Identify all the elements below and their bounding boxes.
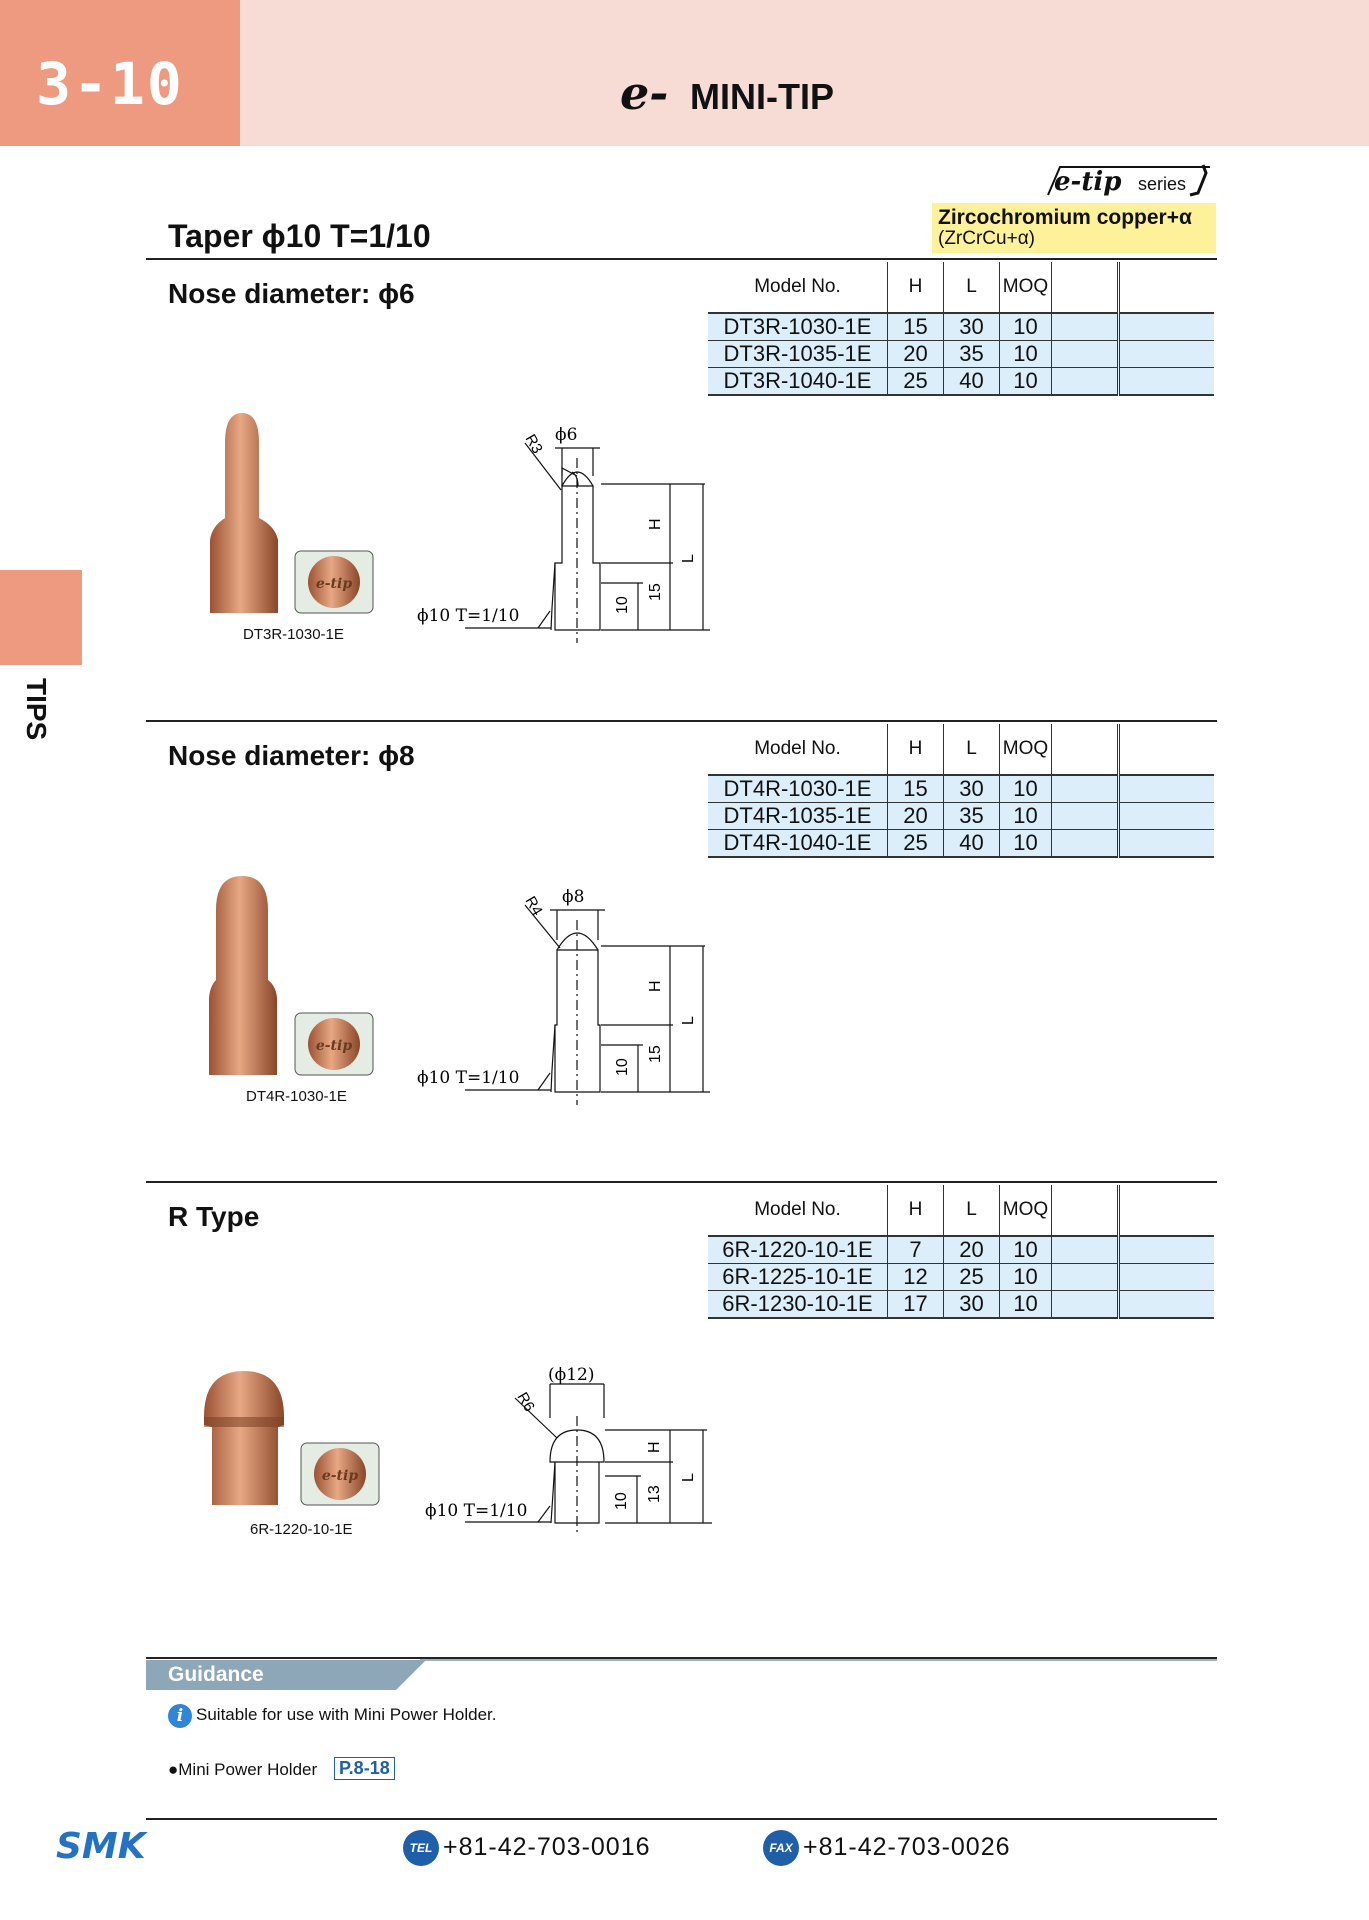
dim-radius: R4 (521, 893, 546, 919)
dim-taper: ϕ10 T=1/10 (417, 606, 520, 626)
col-blank (1119, 724, 1215, 775)
dimension-drawing (415, 1358, 725, 1538)
col-blank (1119, 1185, 1215, 1236)
series-logo (1040, 163, 1215, 197)
col-model: Model No. (708, 262, 888, 313)
dim-d1: 10 (614, 1058, 631, 1076)
col-h: H (888, 262, 944, 313)
table-row (708, 830, 1214, 858)
dim-taper: ϕ10 T=1/10 (425, 1501, 528, 1521)
cell-model: 6R-1230-10-1E (708, 1291, 888, 1319)
dim-d2: 13 (646, 1485, 663, 1503)
product-photo (200, 870, 380, 1090)
col-moq: MOQ (1000, 1185, 1052, 1236)
cell-h: 25 (888, 830, 944, 858)
company-logo (56, 1830, 161, 1862)
dim-nose: ϕ6 (555, 425, 578, 445)
guidance-rule-light (420, 1659, 1217, 1661)
table-row (708, 368, 1214, 396)
table-row (708, 775, 1214, 803)
product-photo (200, 1365, 380, 1525)
table-row (708, 341, 1214, 368)
cell-model: DT4R-1035-1E (708, 803, 888, 830)
fax-number: +81-42-703-0026 (803, 1833, 1011, 1861)
col-l: L (944, 724, 1000, 775)
dim-l: L (680, 1016, 697, 1025)
table-row (708, 313, 1214, 341)
cell-model: 6R-1225-10-1E (708, 1264, 888, 1291)
side-tab (0, 570, 82, 665)
cell-moq: 10 (1000, 1291, 1052, 1319)
cell-h: 7 (888, 1236, 944, 1264)
page-number: 3-10 (36, 50, 184, 118)
photo-caption: DT4R-1030-1E (246, 1088, 347, 1105)
dim-h: H (647, 980, 664, 992)
dim-h: H (646, 1441, 663, 1453)
phone-number: +81-42-703-0016 (443, 1833, 651, 1861)
section-title: R Type (168, 1201, 260, 1232)
col-blank (1119, 262, 1215, 313)
cell-h: 20 (888, 341, 944, 368)
dim-l: L (680, 554, 697, 563)
cell-l: 30 (944, 1291, 1000, 1319)
page-header-title: MINI-TIP (690, 76, 834, 117)
dimension-drawing (405, 880, 725, 1105)
dim-l: L (680, 1473, 697, 1482)
page-reference-link[interactable]: P.8-18 (334, 1757, 395, 1780)
guidance-title: Guidance (168, 1663, 264, 1686)
cell-moq: 10 (1000, 775, 1052, 803)
cell-moq: 10 (1000, 341, 1052, 368)
dim-d1: 10 (614, 596, 631, 614)
series-logo-suffix: series (1138, 174, 1187, 194)
spec-table (708, 1185, 1214, 1319)
table-row (708, 803, 1214, 830)
col-model: Model No. (708, 1185, 888, 1236)
cell-l: 20 (944, 1236, 1000, 1264)
dim-taper: ϕ10 T=1/10 (417, 1068, 520, 1088)
cell-h: 20 (888, 803, 944, 830)
cell-model: 6R-1220-10-1E (708, 1236, 888, 1264)
cell-model: DT4R-1040-1E (708, 830, 888, 858)
product-stamp: e-tip (315, 576, 353, 592)
dim-radius: R6 (513, 1389, 538, 1415)
cell-moq: 10 (1000, 313, 1052, 341)
dim-d2: 15 (647, 1045, 664, 1063)
brand-prefix: e- (620, 66, 669, 120)
dim-nose: (ϕ12) (548, 1365, 595, 1385)
dimension-drawing (405, 418, 725, 643)
cell-model: DT4R-1030-1E (708, 775, 888, 803)
dim-d1: 10 (613, 1492, 630, 1510)
guidance-note: Suitable for use with Mini Power Holder. (196, 1705, 497, 1724)
dim-d2: 15 (647, 583, 664, 601)
col-h: H (888, 724, 944, 775)
cell-h: 25 (888, 368, 944, 396)
material-name: Zircochromium copper+α (938, 206, 1192, 229)
col-blank (1052, 1185, 1119, 1236)
spec-table (708, 262, 1214, 396)
cell-h: 12 (888, 1264, 944, 1291)
cell-l: 30 (944, 313, 1000, 341)
cell-h: 15 (888, 313, 944, 341)
guidance-ref-label: ●Mini Power Holder (168, 1760, 318, 1779)
col-model: Model No. (708, 724, 888, 775)
fax-icon: FAX (763, 1830, 799, 1866)
cell-moq: 10 (1000, 368, 1052, 396)
col-h: H (888, 1185, 944, 1236)
product-photo (200, 408, 380, 628)
section-title: Nose diameter: ϕ6 (168, 278, 415, 309)
cell-l: 40 (944, 368, 1000, 396)
cell-h: 17 (888, 1291, 944, 1319)
page-title: Taper ϕ10 T=1/10 (168, 218, 431, 254)
cell-moq: 10 (1000, 1264, 1052, 1291)
cell-model: DT3R-1040-1E (708, 368, 888, 396)
cell-l: 30 (944, 775, 1000, 803)
phone-icon: TEL (403, 1830, 439, 1866)
col-l: L (944, 1185, 1000, 1236)
svg-text:SMK: SMK (56, 1830, 146, 1862)
cell-l: 35 (944, 341, 1000, 368)
section-rule (146, 720, 1217, 722)
table-row (708, 1264, 1214, 1291)
material-formula: (ZrCrCu+α) (938, 228, 1036, 249)
info-icon: i (168, 1704, 192, 1728)
dim-nose: ϕ8 (562, 887, 585, 907)
cell-moq: 10 (1000, 1236, 1052, 1264)
side-tab-label: TIPS (21, 678, 52, 741)
col-l: L (944, 262, 1000, 313)
section-rule (146, 1181, 1217, 1183)
photo-caption: 6R-1220-10-1E (250, 1521, 353, 1538)
cell-h: 15 (888, 775, 944, 803)
title-rule (146, 258, 1217, 260)
cell-l: 25 (944, 1264, 1000, 1291)
table-row (708, 1291, 1214, 1319)
dim-h: H (647, 518, 664, 530)
cell-model: DT3R-1030-1E (708, 313, 888, 341)
table-row (708, 1236, 1214, 1264)
cell-moq: 10 (1000, 803, 1052, 830)
section-title: Nose diameter: ϕ8 (168, 740, 415, 771)
cell-l: 40 (944, 830, 1000, 858)
footer-rule (146, 1818, 1217, 1820)
dim-radius: R3 (521, 431, 546, 457)
cell-l: 35 (944, 803, 1000, 830)
col-blank (1052, 262, 1119, 313)
col-blank (1052, 724, 1119, 775)
cell-moq: 10 (1000, 830, 1052, 858)
spec-table (708, 724, 1214, 858)
product-stamp: e-tip (315, 1038, 353, 1054)
photo-caption: DT3R-1030-1E (243, 626, 344, 643)
cell-model: DT3R-1035-1E (708, 341, 888, 368)
product-stamp: e-tip (321, 1468, 359, 1484)
col-moq: MOQ (1000, 262, 1052, 313)
col-moq: MOQ (1000, 724, 1052, 775)
series-logo-name: e-tip (1054, 167, 1122, 197)
